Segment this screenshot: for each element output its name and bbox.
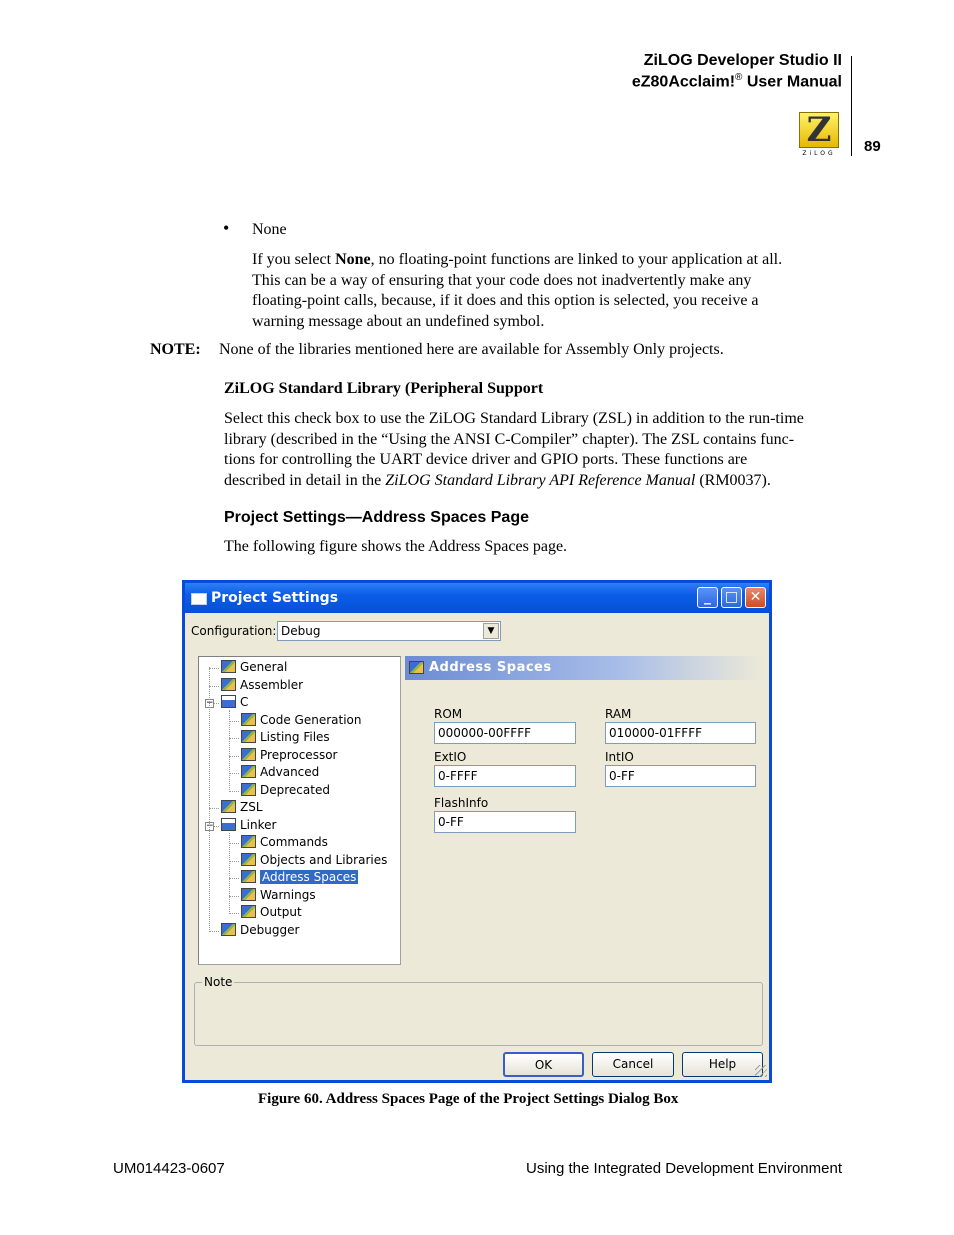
app-icon (191, 593, 207, 605)
settings-page-icon (221, 678, 236, 691)
tree-item-label: Output (260, 905, 302, 919)
paragraph-zsl (224, 409, 844, 491)
header-product: eZ80Acclaim! (631, 73, 736, 91)
tree-item[interactable] (241, 904, 302, 921)
para-line: floating-point calls, because, if it does and this option is selected, you receive a (252, 292, 759, 309)
ram-field[interactable]: 010000-01FFFF (605, 722, 756, 744)
settings-page-icon (241, 870, 256, 883)
tree-item[interactable] (221, 677, 303, 694)
tree-connector (229, 756, 239, 757)
tree-item[interactable] (241, 869, 358, 886)
folder-icon (221, 818, 236, 831)
tree-item-label: Commands (260, 835, 328, 849)
para-text: (RM0037). (695, 471, 771, 489)
zsl-heading: ZiLOG Standard Library (Peripheral Support (224, 380, 544, 397)
tree-item-label: ZSL (240, 800, 263, 814)
para-line: library (described in the “Using the ANSI C-Compiler” chapter). The ZSL contains func- (224, 430, 795, 448)
configuration-select[interactable] (277, 621, 501, 641)
collapse-toggle[interactable]: − (206, 820, 214, 831)
tree-item[interactable] (241, 887, 316, 904)
extio-field[interactable]: 0-FFFF (434, 765, 576, 787)
para-text: described in detail in the (224, 471, 386, 489)
tree-item[interactable] (241, 834, 328, 851)
tree-item[interactable] (241, 712, 361, 729)
tree-item-label: General (240, 660, 288, 674)
settings-page-icon (241, 783, 256, 796)
tree-item[interactable] (221, 922, 299, 939)
note-groupbox (194, 982, 763, 1046)
tree-connector (209, 808, 219, 809)
tree-connector (209, 668, 219, 669)
figure-intro: The following figure shows the Address Spaces page. (224, 538, 568, 555)
settings-page-icon (221, 923, 236, 936)
configuration-label: Configuration: (191, 624, 277, 638)
tree-item-label: Advanced (260, 765, 320, 779)
ok-button[interactable]: OK (503, 1052, 584, 1077)
note-text: None of the libraries mentioned here are available for Assembly Only projects. (219, 341, 724, 358)
tree-item-label: Warnings (260, 887, 316, 902)
settings-page-icon (241, 835, 256, 848)
address-spaces-icon (409, 661, 424, 674)
help-button[interactable]: Help (682, 1052, 763, 1077)
panel-title: Address Spaces (429, 660, 552, 675)
rom-field[interactable]: 000000-00FFFF (434, 722, 576, 744)
tree-item-label: Listing Files (260, 730, 330, 744)
header-subtitle (632, 72, 842, 91)
settings-tree[interactable] (198, 656, 401, 965)
page-number: 89 (864, 138, 881, 155)
flashinfo-field[interactable]: 0-FF (434, 811, 576, 833)
figure-caption: Figure 60. Address Spaces Page of the Project Settings Dialog Box (258, 1091, 679, 1107)
settings-page-icon (241, 905, 256, 918)
folder-icon (221, 695, 236, 708)
settings-page-icon (241, 765, 256, 778)
tree-connector (229, 896, 239, 897)
tree-item[interactable] (221, 694, 248, 711)
paragraph-none (252, 250, 852, 332)
settings-page-icon (241, 730, 256, 743)
settings-page-icon (241, 748, 256, 761)
tree-connector (229, 710, 230, 792)
resize-grip[interactable] (755, 1065, 767, 1077)
tree-connector (229, 843, 239, 844)
footer-section: Using the Integrated Development Environment (525, 1160, 842, 1177)
para-text: If you select (252, 251, 336, 268)
para-text: , no floating-point functions are linked to your application at all. (370, 251, 783, 268)
section-heading: Project Settings—Address Spaces Page (224, 509, 529, 526)
project-settings-dialog (182, 580, 772, 1083)
rom-label: ROM (434, 707, 463, 721)
tree-item[interactable] (241, 782, 330, 799)
tree-item[interactable] (241, 729, 330, 746)
note-label: NOTE: (150, 341, 201, 358)
tree-connector (229, 773, 239, 774)
tree-connector (229, 878, 239, 879)
tree-item-label: Linker (240, 817, 277, 832)
tree-item-label: Assembler (240, 677, 304, 692)
extio-label: ExtIO (434, 750, 467, 764)
logo-letter: Z (799, 112, 839, 148)
tree-item[interactable] (221, 659, 287, 676)
tree-item[interactable] (241, 852, 387, 869)
close-button[interactable]: ✕ (745, 587, 766, 608)
para-line: warning message about an undefined symbol. (252, 312, 545, 330)
tree-connector (229, 913, 239, 914)
panel-header (405, 656, 763, 680)
cancel-button[interactable]: Cancel (592, 1052, 674, 1077)
header-title: ZiLOG Developer Studio II (643, 52, 842, 69)
ram-label: RAM (605, 707, 632, 721)
intio-field[interactable]: 0-FF (605, 765, 756, 787)
tree-item[interactable] (221, 817, 276, 834)
tree-item-label: Preprocessor (260, 747, 338, 762)
footer-doc-id: UM014423-0607 (113, 1160, 225, 1177)
configuration-value: Debug (281, 624, 321, 638)
tree-connector (229, 721, 239, 722)
minimize-button[interactable]: _ (697, 587, 718, 608)
para-line: This can be a way of ensuring that your code does not inadvertently make any (252, 271, 752, 289)
logo-word: ZiLOG (802, 150, 836, 157)
maximize-button[interactable]: □ (721, 587, 742, 608)
manual-title: ZiLOG Standard Library API Reference Manual (385, 471, 696, 489)
tree-connector (209, 686, 219, 687)
tree-item-label: Deprecated (260, 782, 330, 797)
bullet-label: None (252, 221, 287, 238)
chevron-down-icon[interactable]: ▼ (483, 623, 499, 639)
tree-connector (209, 667, 210, 932)
tree-item[interactable] (241, 747, 337, 764)
tree-connector (229, 738, 239, 739)
dialog-client (185, 613, 769, 1080)
tree-item-label: Code Generation (260, 712, 362, 727)
para-line: tions for controlling the UART device driver and GPIO ports. These functions are (224, 451, 748, 468)
settings-page-icon (241, 713, 256, 726)
settings-page-icon (241, 888, 256, 901)
dialog-title: Project Settings (211, 590, 339, 606)
flashinfo-label: FlashInfo (434, 796, 489, 810)
tree-item[interactable] (221, 799, 263, 816)
tree-connector (229, 833, 230, 915)
note-group-label: Note (204, 975, 233, 989)
registered-mark: ® (735, 72, 743, 83)
tree-connector (209, 931, 219, 932)
intio-label: IntIO (605, 750, 634, 764)
tree-item-label: Debugger (240, 922, 300, 937)
tree-item[interactable] (241, 764, 319, 781)
tree-item-label: Objects and Libraries (260, 852, 388, 867)
settings-page-icon (241, 853, 256, 866)
tree-connector (229, 791, 239, 792)
tree-item-label: Address Spaces (262, 870, 357, 884)
collapse-toggle[interactable]: − (206, 698, 214, 708)
header-manual: User Manual (742, 73, 842, 91)
zilog-logo (797, 112, 841, 160)
header-divider (851, 56, 852, 156)
settings-page-icon (221, 660, 236, 673)
para-bold: None (335, 251, 371, 268)
tree-connector (229, 861, 239, 862)
settings-page-icon (221, 800, 236, 813)
para-line: Select this check box to use the ZiLOG Standard Library (ZSL) in addition to the run-time (224, 410, 804, 427)
title-bar (185, 583, 769, 613)
tree-item-label: C (240, 695, 249, 709)
bullet: • (223, 218, 230, 238)
